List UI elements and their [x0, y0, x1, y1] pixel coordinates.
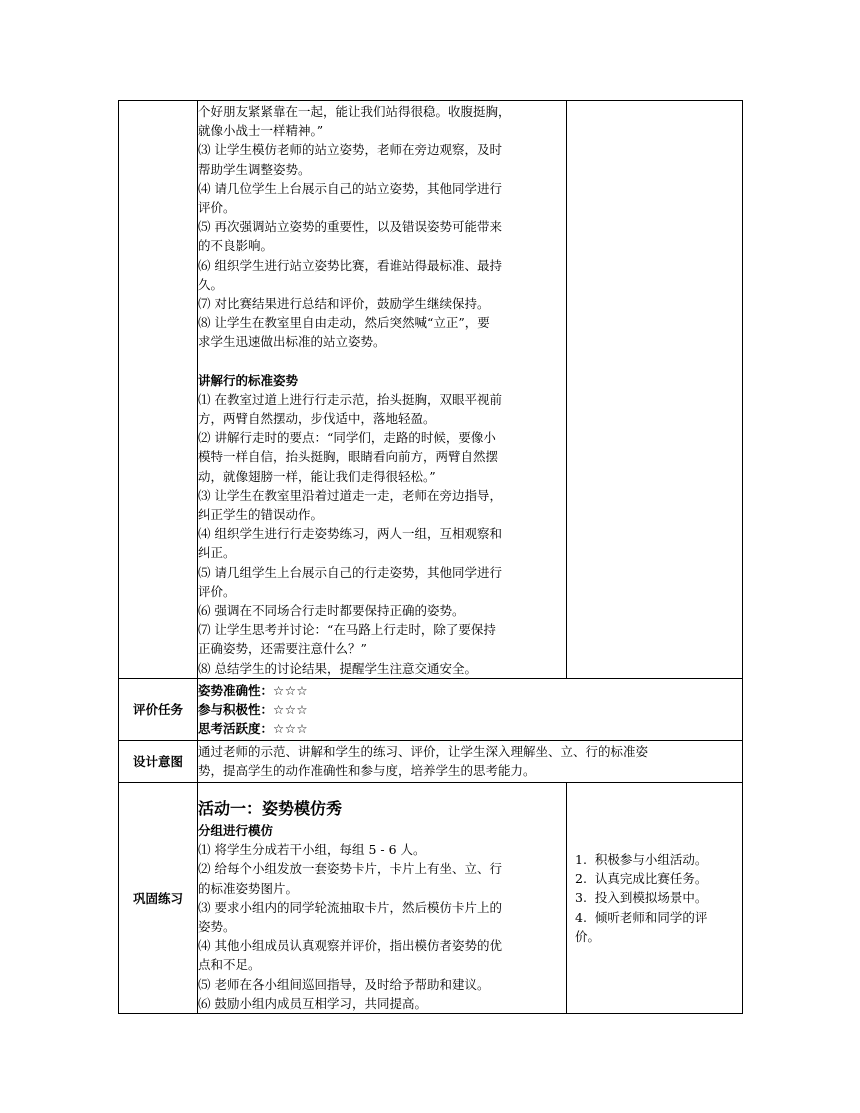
procedure-label-cell	[119, 101, 198, 679]
design-row	[119, 740, 743, 782]
stand-line: 的不良影响。	[198, 238, 274, 254]
stand-line: 个好朋友紧紧靠在一起，能让我们站得很稳。收腹挺胸，	[198, 104, 511, 119]
walk-line: 方，两臂自然摆动，步伐适中，落地轻盈。	[198, 411, 436, 427]
design-label: 设计意图	[119, 740, 198, 782]
practice-line: ⑶ 要求小组内的同学轮流抽取卡片，然后模仿卡片上的	[198, 899, 502, 915]
stand-line: ⑹ 组织学生进行站立姿势比赛，看谁站得最标准、最持	[198, 257, 502, 273]
star-rating: ☆☆☆	[273, 721, 309, 737]
practice-sub-heading: 分组进行模仿	[198, 822, 274, 838]
walk-line: 模特一样自信，抬头挺胸，眼睛看向前方，两臂自然摆	[198, 449, 499, 465]
stand-line: 帮助学生调整姿势。	[198, 161, 311, 177]
blank-line	[198, 352, 566, 371]
practice-line: 点和不足。	[198, 957, 261, 973]
walk-line: ⑵ 讲解行走时的要点：“同学们，走路的时候，要像小	[198, 430, 496, 446]
star-rating: ☆☆☆	[273, 702, 309, 718]
evaluation-content-cell	[198, 678, 743, 740]
walk-heading: 讲解行的标准姿势	[198, 372, 299, 388]
student-task-line: 4. 倾听老师和同学的评	[575, 909, 708, 925]
practice-row	[119, 782, 743, 1013]
stand-line: ⑺ 对比赛结果进行总结和评价，鼓励学生继续保持。	[198, 296, 490, 312]
walk-line: ⑷ 组织学生进行行走姿势练习，两人一组，互相观察和	[198, 526, 502, 542]
practice-student-cell	[567, 782, 743, 1013]
design-line: 通过老师的示范、讲解和学生的练习、评价，让学生深入理解坐、立、行的标准姿	[198, 744, 649, 760]
practice-line: ⑸ 老师在各小组间巡回指导，及时给予帮助和建议。	[198, 976, 490, 992]
practice-line: ⑵ 给每个小组发放一套姿势卡片，卡片上有坐、立、行	[198, 861, 502, 877]
evaluation-item	[198, 681, 742, 700]
practice-line: ⑷ 其他小组成员认真观察并评价，指出模仿者姿势的优	[198, 938, 502, 954]
evaluation-label: 评价任务	[119, 678, 198, 740]
walk-line: ⑶ 让学生在教室里沿着过道走一走，老师在旁边指导，	[198, 487, 502, 503]
walk-line: ⑺ 让学生思考并讨论：“在马路上行走时，除了要保持	[198, 622, 496, 638]
evaluation-item-name: 姿势准确性：	[198, 682, 274, 698]
walk-line: 纠正学生的错误动作。	[198, 507, 324, 523]
student-activity-cell	[567, 101, 743, 679]
stand-line: 求学生迅速做出标准的站立姿势。	[198, 334, 386, 350]
evaluation-item-name: 参与积极性：	[198, 702, 274, 718]
walk-line: 评价。	[198, 583, 236, 599]
practice-content-cell	[198, 782, 567, 1013]
stand-line: 评价。	[198, 200, 236, 216]
walk-line: 纠正。	[198, 545, 236, 561]
student-task-line: 1. 积极参与小组活动。	[575, 851, 708, 867]
design-content-cell	[198, 740, 743, 782]
walk-line: ⑸ 请几组学生上台展示自己的行走姿势，其他同学进行	[198, 564, 502, 580]
walk-line: ⑹ 强调在不同场合行走时都要保持正确的姿势。	[198, 603, 465, 619]
stand-line: ⑶ 让学生模仿老师的站立姿势，老师在旁边观察，及时	[198, 142, 502, 158]
student-task-line: 2. 认真完成比赛任务。	[575, 871, 708, 887]
star-rating: ☆☆☆	[273, 682, 309, 698]
student-task-line: 3. 投入到模拟场景中。	[575, 890, 708, 906]
walk-line: ⑴ 在教室过道上进行行走示范，抬头挺胸，双眼平视前	[198, 391, 502, 407]
procedure-row	[119, 101, 743, 679]
stand-line: ⑷ 请几位学生上台展示自己的站立姿势，其他同学进行	[198, 180, 502, 196]
procedure-content-cell	[198, 101, 567, 679]
stand-line: 久。	[198, 276, 224, 292]
walk-line: 正确姿势，还需要注意什么？”	[198, 641, 367, 657]
practice-line: ⑹ 鼓励小组内成员互相学习，共同提高。	[198, 995, 427, 1011]
practice-label: 巩固练习	[119, 782, 198, 1013]
practice-line: 的标准姿势图片。	[198, 880, 299, 896]
evaluation-item	[198, 719, 742, 738]
student-task-line: 价。	[575, 928, 601, 944]
stand-line: 就像小战士一样精神。”	[198, 123, 324, 139]
stand-line: ⑸ 再次强调站立姿势的重要性，以及错误姿势可能带来	[198, 219, 502, 235]
stand-line: ⑻ 让学生在教室里自由走动，然后突然喊“立正”，要	[198, 315, 490, 331]
lesson-plan-table	[118, 100, 743, 1014]
design-line: 势，提高学生的动作准确性和参与度，培养学生的思考能力。	[198, 763, 536, 779]
evaluation-row	[119, 678, 743, 740]
evaluation-item	[198, 700, 742, 719]
walk-line: 动，就像翅膀一样，能让我们走得很轻松。”	[198, 468, 436, 484]
practice-line: 姿势。	[198, 918, 236, 934]
practice-line: ⑴ 将学生分成若干小组，每组 5 - 6 人。	[198, 842, 426, 858]
walk-line: ⑻ 总结学生的讨论结果，提醒学生注意交通安全。	[198, 660, 477, 676]
activity-title: 活动一：姿势模仿秀	[198, 798, 343, 818]
evaluation-item-name: 思考活跃度：	[198, 721, 274, 737]
